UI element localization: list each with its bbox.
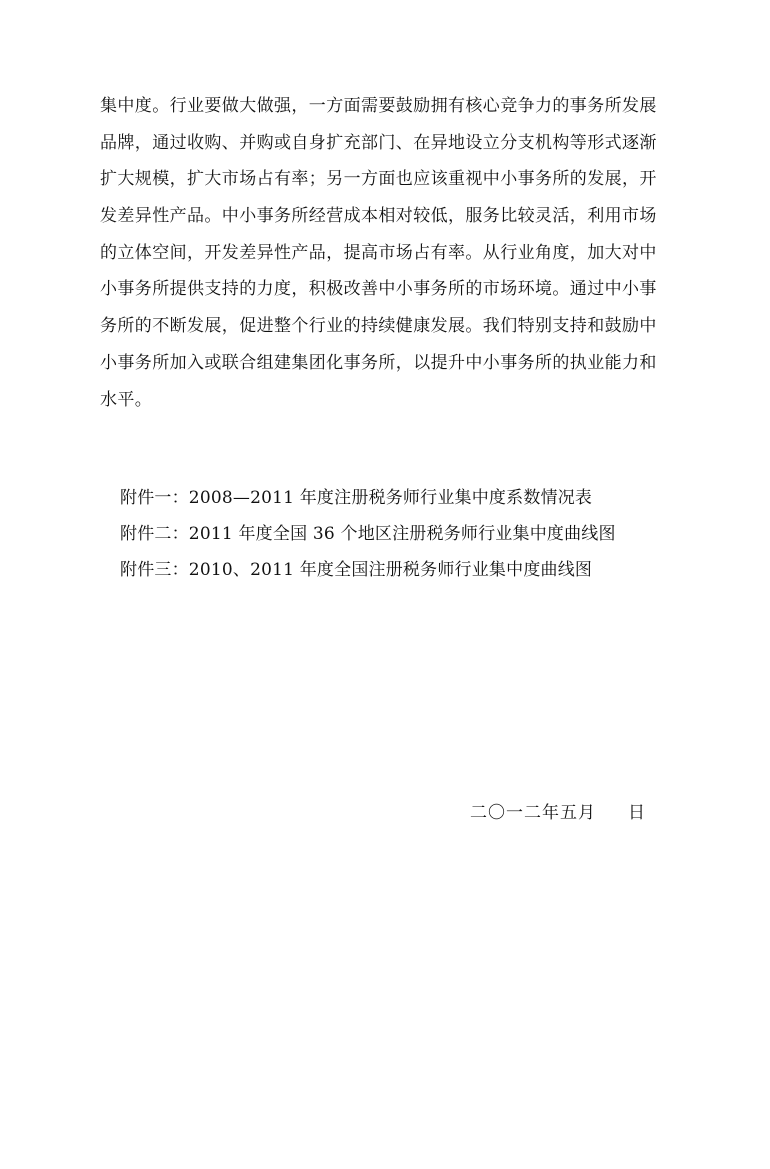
paragraph-line: 扩大规模，扩大市场占有率；另一方面也应该重视中小事务所的发展，开 bbox=[100, 169, 657, 190]
paragraph-line: 小事务所加入或联合组建集团化事务所，以提升中小事务所的执业能力和 bbox=[100, 352, 657, 373]
attachment-item: 附件一：2008—2011 年度注册税务师行业集中度系数情况表 bbox=[120, 488, 593, 508]
paragraph-line: 发差异性产品。中小事务所经营成本相对较低，服务比较灵活，利用市场 bbox=[100, 206, 657, 227]
paragraph-line: 的立体空间，开发差异性产品，提高市场占有率。从行业角度，加大对中 bbox=[100, 242, 657, 263]
attachment-list bbox=[120, 480, 680, 588]
attachment-item: 附件三：2010、2011 年度全国注册税务师行业集中度曲线图 bbox=[120, 560, 593, 580]
paragraph-line: 水平。 bbox=[100, 389, 153, 410]
paragraph-line: 集中度。行业要做大做强，一方面需要鼓励拥有核心竞争力的事务所发展 bbox=[100, 96, 657, 116]
document-date: 二〇一二年五月 日 bbox=[470, 803, 647, 823]
paragraph-line: 小事务所提供支持的力度，积极改善中小事务所的市场环境。通过中小事 bbox=[100, 279, 657, 300]
body-paragraph bbox=[100, 88, 690, 418]
paragraph-line: 品牌，通过收购、并购或自身扩充部门、在异地设立分支机构等形式逐渐 bbox=[100, 132, 657, 153]
paragraph-line: 务所的不断发展，促进整个行业的持续健康发展。我们特别支持和鼓励中 bbox=[100, 316, 657, 337]
attachment-item: 附件二：2011 年度全国 36 个地区注册税务师行业集中度曲线图 bbox=[120, 524, 616, 544]
